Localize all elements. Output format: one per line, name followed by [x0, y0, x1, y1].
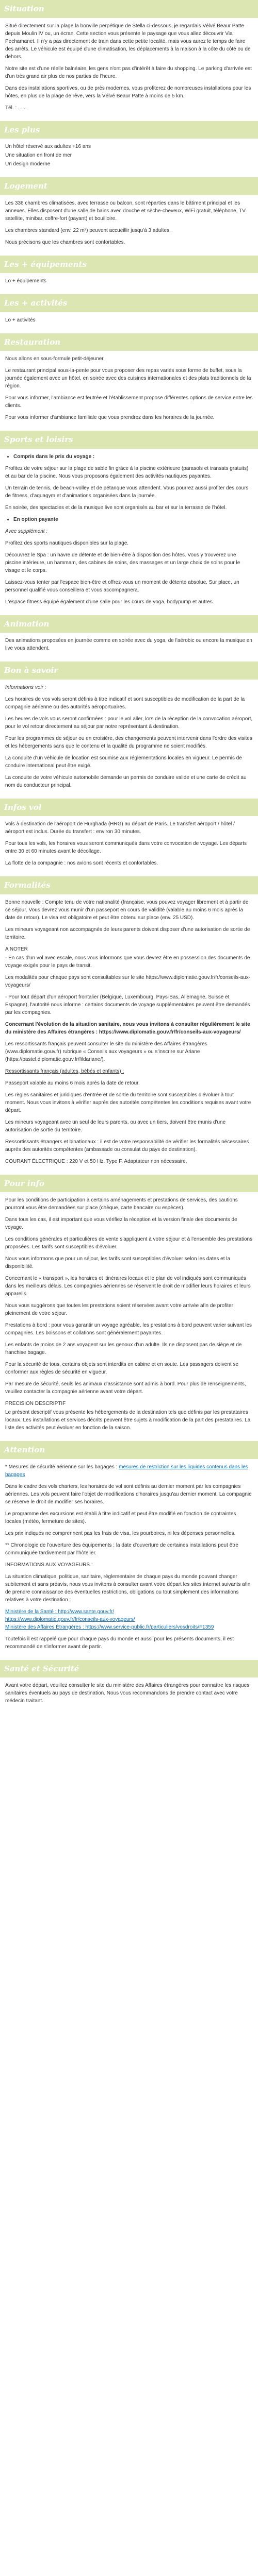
restauration-text-4: Pour vous informer d'ambiance familiale que vous prendrez dans les horaires de la journée. [5, 415, 215, 420]
section-title-bon-a-savoir: Bon à savoir [0, 662, 258, 680]
attention-text-2: Dans le cadre des vols charters, les horaires de vol sont définis au dernier moment par les compagnies aériennes. Les vols peuvent faire l'objet de modifications d'horaires jusqu'au dernier moment. La compagnie se réserve le droit de modifier ses horaires. [5, 1483, 252, 1505]
sports-included-heading: • Compris dans le prix du voyage : [13, 453, 253, 461]
formalites-text-13: Ressortissants étrangers et binationaux : il est de votre responsabilité de vérifier les formalités nécessaires auprès des autorités compétentes (ambassade ou consulat du pays de destination). [5, 1139, 249, 1153]
section-title-logement: Logement [0, 177, 258, 195]
logement-text-1: Les 336 chambres climatisées, avec terrasse ou balcon, sont réparties dans le bâtiment principal et les annexes. Elles disposent d'une salle de bains avec douche et sèche-cheveux, WiFi gratuit, téléphone, TV satellite, minibar, coffre-fort (payant) et bouilloire. [5, 200, 246, 222]
section-plus [0, 121, 258, 178]
section-restauration [0, 333, 258, 431]
formalites-text-12: Les mineurs voyageant avec un seul de leurs parents, ou avec un tiers, doivent être munis d'une autorisation de sortie du territoire. [5, 1119, 226, 1133]
sports-spa-text-2: Laissez-vous tenter par l'espace bien-être et offrez-vous un moment de détente absolue. Sur place, un personnel qualifié vous conseillera et vous accompagnera. [5, 579, 239, 593]
formalites-text-9: Ressortissants français (adultes, bébés et enfants) : [5, 1068, 124, 1074]
section-title-equipements: Les + équipements [0, 256, 258, 274]
section-situation [0, 0, 258, 121]
section-pour-info [0, 1175, 258, 1442]
formalites-text-8: Les ressortissants français peuvent consulter le site du ministère des Affaires étrangères (www.diplomatie.gouv.fr) rubrique « Conseils aux voyageurs » ou s'inscrire sur Ariane (https://pastel.diplomatie.gouv.fr/fildariane/). [5, 1041, 207, 1062]
sports-included-list [5, 453, 253, 461]
pourinfo-text-3: Les conditions générales et particulières de vente s'appliquent à votre séjour et à l'ensemble des prestations proposées. Les tarifs sont susceptibles d'évoluer. [5, 1236, 253, 1250]
pourinfo-text-2: Dans tous les cas, il est important que vous vérifiez la réception et la version finale des documents de voyage. [5, 1217, 237, 1230]
attention-text-1 [5, 1463, 253, 1479]
section-sports [0, 431, 258, 615]
formalites-text-4: - En cas d'un vol avec escale, nous vous informons que vous devrez être en possession des documents de voyage exigés pour le pays de transit. [5, 955, 250, 969]
pourinfo-text-8: Les enfants de moins de 2 ans voyagent sur les genoux d'un adulte. Ils ne disposent pas de siège et de franchise bagage. [5, 1342, 242, 1355]
infos-text-2: Pour tous les vols, les horaires vous seront communiqués dans votre convocation de voyage. Les départs entre 30 et 60 minutes avant le décollage. [5, 841, 247, 854]
formalites-text-1: Bonne nouvelle : Compte tenu de votre nationalité (française, vous pouvez voyager librement et à partir de ce séjour. Vous devrez vous munir d'un passeport en cours de validité (valable au moins 6 mois après la date de retour). Le visa est obligatoire et peut être obtenu sur place (env. 25 USD). [5, 899, 249, 921]
activites-text: Lo + activités [5, 317, 36, 323]
plus-item: Un hôtel réservé aux adultes +16 ans [5, 144, 91, 149]
pourinfo-text-9: Pour la sécurité de tous, certains objets sont interdits en cabine et en soute. Les passagers doivent se conformer aux règles de sécurité en vigueur. [5, 1362, 238, 1375]
infos-text-3: La flotte de la compagnie : nos avions sont récents et confortables. [5, 860, 158, 866]
section-title-sante: Santé et Sécurité [0, 1660, 258, 1678]
section-title-formalites: Formalités [0, 876, 258, 894]
section-title-sports: Sports et loisirs [0, 431, 258, 449]
section-title-pour-info: Pour info [0, 1175, 258, 1193]
attention-text-3: Le programme des excursions est établi à titre indicatif et peut être modifié en fonction de contraintes locales (météo, fermeture de sites). [5, 1511, 236, 1524]
liquids-restriction-link[interactable]: mesures de restriction sur les liquides contenus dans les bagages [5, 1464, 248, 1478]
formalites-text-10: Passeport valable au moins 6 mois après la date de retour. [5, 1080, 140, 1086]
foreign-affairs-link[interactable]: Ministère des Affaires Étrangères : https://www.service-public.fr/particuliers/vosdroits/F1359 [5, 1624, 214, 1630]
formalites-text-6: - Pour tout départ d'un aéroport frontalier (Belgique, Luxembourg, Pays-Bas, Allemagne, Suisse et Espagne), l'autorité nous informe : certains documents de voyage supplémentaires peuvent être demandés par les compagnies. [5, 994, 250, 1015]
logement-text-2: Les chambres standard (env. 22 m²) peuvent accueillir jusqu'à 3 adultes. [5, 227, 171, 233]
pourinfo-text-4: Nous vous informons que pour un séjour, les tarifs sont susceptibles d'évoluer selon les dates et la disponibilité. [5, 1256, 231, 1269]
bon-text-2: Les heures de vols vous seront confirmées : pour le vol aller, lors de la réception de la convocation aéroport, pour le vol retour directement au séjour par notre représentant à destination. [5, 716, 253, 730]
section-title-activites: Les + activités [0, 294, 258, 312]
formalites-text-7: Concernant l'évolution de la situation sanitaire, nous vous invitons à consulter régulièrement le site du ministère des Affaires étrangères : https://www.diplomatie.gouv.fr/fr/conseils-aux-voyageurs/ [5, 1021, 250, 1035]
section-bon-a-savoir [0, 662, 258, 799]
section-title-situation: Situation [0, 0, 258, 18]
section-activites [0, 294, 258, 333]
bon-text-5: La conduite de votre véhicule automobile demande un permis de conduire valide et une carte de crédit au nom du conducteur principal. [5, 774, 247, 788]
section-title-animation: Animation [0, 615, 258, 633]
formalites-text-2: Les mineurs voyageant non accompagnés de leurs parents doivent disposer d'une autorisation de sortie de territoire. [5, 926, 250, 940]
pourinfo-text-11: PRECISION DESCRIPTIF [5, 1401, 66, 1406]
formalites-text-14: COURANT ÉLECTRIQUE : 220 V et 50 Hz. Type F. Adaptateur non nécessaire. [5, 1158, 187, 1164]
situation-text-4: Tél. : ...... [5, 105, 27, 111]
sante-text-1: Avant votre départ, veuillez consulter le site du ministère des Affaires étrangères pour connaître les risques sanitaires éventuels au pays de destination. Nous vous recommandons de prendre contact avec votre médecin traitant. [5, 1683, 250, 1704]
sports-option-text-2: Profitez des sports nautiques disponibles sur la plage. [5, 540, 129, 546]
equipements-text: Lo + équipements [5, 278, 46, 284]
situation-text-1: Situé directement sur la plage la bonville perpétique de Stella ci-dessous, je regardais Vélvé Beaur Patte depuis Moulin IV ou, un écran. Cette section vous présente le paysage que vous allez découvrir Via Pechamanet. Il n'y a pas directement de train dans cette petite localité, mais vous aurez le temps de faire des arrêts. Le véhicule est équipé d'une climatisation, les déplacements à la maison à la côte du côté ou de dehors. [5, 23, 251, 60]
restauration-text-2: Le restaurant principal sous-la-pente pour vous proposer des repas variés sous forme de buffet, sous la journée également avec un hôtel, en soirée avec des cuisines internationales et des plats traditionnels de la région. [5, 368, 251, 389]
section-infos-vol [0, 799, 258, 877]
sports-spa-text-3: L'espace fitness équipé également d'une salle pour les cours de yoga, bodypump et autres. [5, 599, 214, 605]
bon-text-1: Les horaires de vos vols seront définis à titre indicatif et sont susceptibles de modification de la part de la compagnie aérienne ou des autorités aéroportuaires. [5, 696, 245, 710]
section-title-infos-vol: Infos vol [0, 799, 258, 817]
formalites-note-heading: A NOTER [5, 946, 28, 952]
animation-text: Des animations proposées en journée comme en soirée avec du yoga, de l'aérobic ou encore la musique en live vous attendent. [5, 638, 252, 651]
pourinfo-text-1: Pour les conditions de participation à certains aménagements et prestations de services, des cautions pourront vous être demandées sur place (chèque, carte bancaire ou espèces). [5, 1197, 238, 1211]
sports-included-item: Profitez de votre séjour sur la plage de sable fin grâce à la piscine extérieure (parasols et transats gratuits) et au bar de la piscine. Nous vous proposons également des activités nautiques payantes. [5, 465, 249, 479]
bon-sub: Informations voir : [5, 684, 46, 690]
attention-text-4: Les prix indiqués ne comprennent pas les frais de visa, les pourboires, ni les dépenses personnelles. [5, 1530, 236, 1536]
pourinfo-text-10: Par mesure de sécurité, seuls les animaux d'assistance sont admis à bord. Pour plus de renseignements, veuillez contacter la compagnie aérienne avant votre départ. [5, 1381, 246, 1395]
section-title-attention: Attention [0, 1441, 258, 1459]
attention-text-7: La situation climatique, politique, sanitaire, réglementaire de chaque pays du monde pouvant changer subitement et sans préavis, nous vous invitons à consulter avant votre départ les sites internet suivants afin de prendre connaissance des éventuelles restrictions, obligations ou tout simplement des informations relatives à votre destination : [5, 1573, 251, 1603]
sports-option-list [5, 516, 253, 523]
section-formalites [0, 876, 258, 1175]
sports-option-heading: • En option payante [13, 516, 253, 523]
section-sante [0, 1660, 258, 1715]
attention-links [5, 1608, 253, 1631]
formalites-text-11: Les règles sanitaires et juridiques d'entrée et de sortie du territoire sont susceptibles d'évoluer à tout moment. Nous vous invitons à vérifier auprès des autorités compétentes les conditions requises avant votre départ. [5, 1092, 251, 1113]
situation-text-3: Dans des installations sportives, ou de près modernes, vous profiterez de nombreuses installations pour les hôtes, en plus de la plage de rêve, vers la Vélvé Beaur Patte à moins de 5 km. [5, 85, 251, 99]
bon-text-4: La conduite d'un véhicule de location est soumise aux réglementations locales en vigueur. Le permis de conduire international peut être exigé. [5, 755, 242, 769]
sports-included-item: Un terrain de tennis, de beach-volley et de pétanque vous attendent. Vous pourrez aussi profiter des cours de fitness, d'aquagym et d'animations organisées dans la journée. [5, 485, 249, 499]
infos-text-1: Vols à destination de l'aéroport de Hurghada (HRG) au départ de Paris. Le transfert aéroport / hôtel / aéroport est inclus. Durée du transfert : environ 30 minutes. [5, 821, 235, 835]
attention-text-6: INFORMATIONS AUX VOYAGEURS : [5, 1562, 93, 1568]
restauration-text-3: Pour vous informer, l'ambiance est feutrée et l'établissement propose différentes options de service entre les clients. [5, 395, 253, 409]
restauration-text-1: Nous allons en sous-formule petit-déjeuner. [5, 356, 105, 362]
logement-text-3: Nous précisons que les chambres sont confortables. [5, 239, 125, 245]
section-animation [0, 615, 258, 662]
pourinfo-text-12: Le présent descriptif vous présente les hébergements de la destination tels que définis par les prestataires locaux. Les installations et services décrits peuvent être sujets à modification de la part des prestataires. La liste des activités peut évoluer en fonction de la saison. [5, 1410, 251, 1431]
pourinfo-text-5: Concernant le « transport », les horaires et itinéraires locaux et le plan de vol indiqués sont communiqués dans les meilleurs délais. Les compagnies aériennes se réservent le droit de modifier leurs horaires et leurs appareils. [5, 1276, 251, 1297]
plus-item: Un design moderne [5, 161, 51, 167]
attention-text-8: Toutefois il est rappelé que pour chaque pays du monde et aussi pour les présents documents, il est recommandé de s'informer avant de partir. [5, 1636, 234, 1650]
health-ministry-link[interactable]: Ministère de la Santé : http://www.sante.gouv.fr/ [5, 1608, 115, 1615]
sports-option-text-1: Avec supplément : [5, 528, 48, 534]
section-title-plus: Les plus [0, 121, 258, 139]
section-attention [0, 1441, 258, 1660]
attention-text-1-pre: * Mesures de sécurité aérienne sur les bagages : [5, 1464, 118, 1470]
section-title-restauration: Restauration [0, 333, 258, 351]
formalites-text-5: Les modalités pour chaque pays sont consultables sur le site https://www.diplomatie.gouv.fr/fr/conseils-aux-voyageurs/ [5, 974, 251, 988]
section-equipements [0, 256, 258, 295]
travel-advice-link[interactable]: https://www.diplomatie.gouv.fr/fr/conseils-aux-voyageurs/ [5, 1616, 135, 1622]
pourinfo-text-7: Prestations à bord : pour vous garantir un voyage agréable, les prestations à bord peuvent varier suivant les compagnies. Les boissons et collations sont généralement payantes. [5, 1323, 252, 1336]
sports-spa-text-1: Découvrez le Spa : un havre de détente et de bien-être à disposition des hôtes. Vous y trouverez une piscine intérieure, un hammam, des cabines de soins, des massages et un large choix de soins pour le visage et le corps. [5, 552, 240, 573]
situation-text-2: Notre site est d'une réelle balnéaire, les gens n'ont pas d'intérêt à faire du shopping. Le parking d'arrivée est d'un très grand air plus de nos parties de l'heure. [5, 65, 252, 79]
section-logement [0, 177, 258, 256]
attention-text-5: ** Chronologie de l'ouverture des équipements : la date d'ouverture de certaines installations peut être communiquée tardivement par l'hôtelier. [5, 1542, 238, 1556]
sports-included-item: En soirée, des spectacles et de la musique live sont organisés au bar et sur la terrasse de l'hôtel. [5, 504, 227, 511]
pourinfo-text-6: Nous vous suggérons que toutes les prestations soient réservées avant votre arrivée afin de profiter pleinement de votre séjour. [5, 1303, 233, 1316]
bon-text-3: Pour les programmes de séjour ou en croisière, des changements peuvent intervenir dans l'ordre des visites et les hébergements sans que le contenu et la qualité du programme ne soient modifiés. [5, 735, 252, 749]
plus-item: Une situation en front de mer [5, 152, 72, 158]
